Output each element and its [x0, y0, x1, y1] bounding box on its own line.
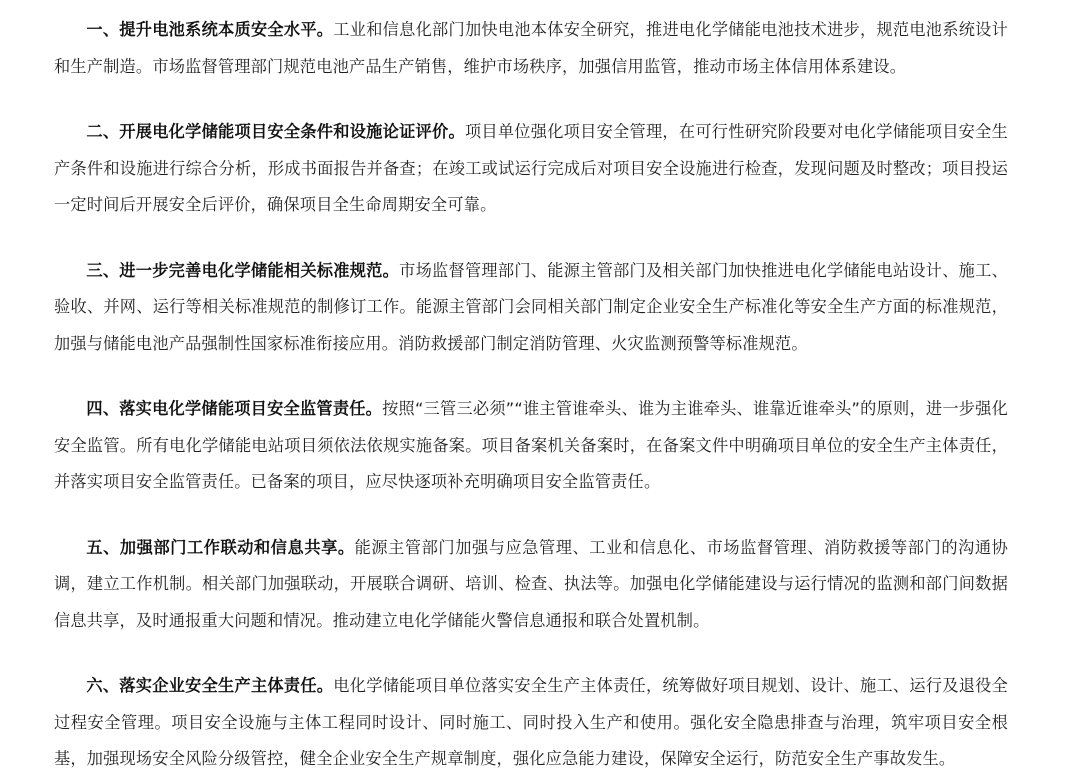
paragraph-2-heading: 二、开展电化学储能项目安全条件和设施论证评价。: [86, 122, 465, 141]
paragraph-5-text: 能源主管部门加强与应急管理、工业和信息化、市场监督管理、消防救援等部门的沟通协调，建立工作机制。相关部门加强联动，开展联合调研、培训、检查、执法等。加强电化学储能建设与运行情况的监测和部门间数据信息共享，及时通报重大问题和情况。推动建立电化学储能火警信息通报和联合处置机制。: [54, 537, 1009, 630]
paragraph-3-heading: 三、进一步完善电化学储能相关标准规范。: [86, 260, 400, 280]
paragraph-3-text: 市场监督管理部门、能源主管部门及相关部门加快推进电化学储能电站设计、施工、验收、并网、运行等相关标准规范的制修订工作。能源主管部门会同相关部门制定企业安全生产标准化等安全生产方面的标准规范，加强与储能电池产品强制性国家标准衔接应用。消防救援部门制定消防管理、火灾监测预警等标准规范。: [54, 260, 1008, 353]
paragraph-1: [54, 12, 1008, 85]
paragraph-4: [54, 391, 1008, 501]
paragraph-2: [54, 114, 1008, 224]
paragraph-6: [54, 668, 1008, 778]
paragraph-3: [54, 253, 1008, 363]
paragraph-4-heading: 四、落实电化学储能项目安全监管责任。: [86, 399, 383, 418]
paragraph-2-text: 项目单位强化项目安全管理，在可行性研究阶段要对电化学储能项目安全生产条件和设施进行综合分析，形成书面报告并备查；在竣工或试运行完成后对项目安全设施进行检查，发现问题及时整改；项目投运一定时间后开展安全后评价，确保项目全生命周期安全可靠。: [54, 122, 1008, 214]
paragraph-1-heading: 一、提升电池系统本质安全水平。: [86, 20, 334, 39]
paragraph-4-text: 按照“三管三必须”“谁主管谁牵头、谁为主谁牵头、谁靠近谁牵头”的原则，进一步强化安全监管。所有电化学储能电站项目须依法依规实施备案。项目备案机关备案时，在备案文件中明确项目单位的安全生产主体责任，并落实项目安全监管责任。已备案的项目，应尽快逐项补充明确项目安全监管责任。: [54, 399, 1008, 491]
paragraph-6-heading: 六、落实企业安全生产主体责任。: [86, 676, 334, 695]
paragraph-5: [54, 530, 1008, 640]
paragraph-1-text: 工业和信息化部门加快电池本体安全研究，推进电化学储能电池技术进步，规范电池系统设计和生产制造。市场监督管理部门规范电池产品生产销售，维护市场秩序，加强信用监管，推动市场主体信用体系建设。: [54, 20, 1009, 76]
paragraph-5-heading: 五、加强部门工作联动和信息共享。: [86, 537, 355, 557]
paragraph-6-text: 电化学储能项目单位落实安全生产主体责任，统筹做好项目规划、设计、施工、运行及退役全过程安全管理。项目安全设施与主体工程同时设计、同时施工、同时投入生产和使用。强化安全隐患排查与治理，筑牢项目安全根基，加强现场安全风险分级管控，健全企业安全生产规章制度，强化应急能力建设，保障安全运行，防范安全生产事故发生。: [54, 676, 1009, 768]
